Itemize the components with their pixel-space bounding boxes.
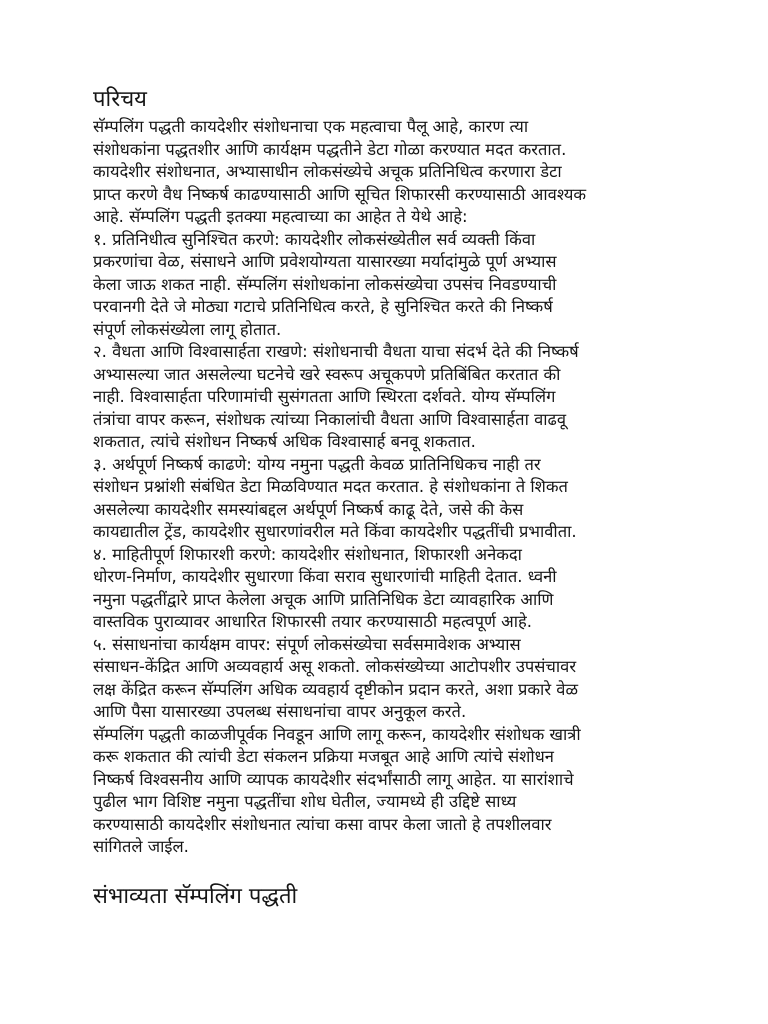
list-item-5: [93, 634, 713, 724]
text-line: प्रकरणांचा वेळ, संसाधने आणि प्रवेशयोग्यता यासारख्या मर्यादांमुळे पूर्ण अभ्यास: [93, 252, 557, 271]
text-line: आणि पैसा यासारख्या उपलब्ध संसाधनांचा वापर अनुकूल करते.: [93, 702, 467, 721]
text-line: आहे. सॅम्पलिंग पद्धती इतक्या महत्वाच्या का आहेत ते येथे आहे:: [93, 207, 468, 226]
text-line: ५. संसाधनांचा कार्यक्षम वापर: संपूर्ण लोकसंख्येचा सर्वसमावेशक अभ्यास: [93, 634, 521, 654]
text-line: करू शकतात की त्यांची डेटा संकलन प्रक्रिया मजबूत आहे आणि त्यांचे संशोधन: [93, 747, 554, 766]
text-line: लक्ष केंद्रित करून सॅम्पलिंग अधिक व्यवहार्य दृष्टीकोन प्रदान करते, अशा प्रकारे वेळ: [93, 679, 579, 699]
text-line: नमुना पद्धतींद्वारे प्राप्त केलेला अचूक आणि प्रातिनिधिक डेटा व्यावहारिक आणि: [93, 589, 554, 609]
text-line: असलेल्या कायदेशीर समस्यांबद्दल अर्थपूर्ण निष्कर्ष काढू देते, जसे की केस: [93, 499, 524, 519]
list-item-1: [93, 229, 713, 342]
text-line: नाही. विश्वासार्हता परिणामांची सुसंगतता आणि स्थिरता दर्शवते. योग्य सॅम्पलिंग: [93, 387, 556, 406]
text-line: सॅम्पलिंग पद्धती कायदेशीर संशोधनाचा एक महत्वाचा पैलू आहे, कारण त्या: [93, 117, 529, 136]
text-line: संपूर्ण लोकसंख्येला लागू होतात.: [93, 319, 282, 339]
section-heading: परिचय: [93, 87, 147, 112]
text-line: कायद्यातील ट्रेंड, कायदेशीर सुधारणांवरील मते किंवा कायदेशीर पद्धतींची प्रभावीता.: [93, 522, 577, 541]
text-line: संशोधकांना पद्धतशीर आणि कार्यक्षम पद्धतीने डेटा गोळा करण्यात मदत करतात.: [93, 139, 567, 159]
text-line: केला जाऊ शकत नाही. सॅम्पलिंग संशोधकांना लोकसंख्येचा उपसंच निवडण्याची: [93, 274, 557, 294]
text-line: तंत्रांचा वापर करून, संशोधक त्यांच्या निकालांची वैधता आणि विश्वासार्हता वाढवू: [93, 409, 567, 429]
text-line: १. प्रतिनिधीत्व सुनिश्चित करणे: कायदेशीर लोकसंख्येतील सर्व व्यक्ती किंवा: [93, 229, 536, 249]
intro-paragraph: [93, 116, 713, 229]
text-line: संशोधन प्रश्नांशी संबंधित डेटा मिळविण्यात मदत करतात. हे संशोधकांना ते शिकत: [93, 477, 568, 496]
next-section-heading: संभाव्यता सॅम्पलिंग पद्धती: [93, 883, 298, 909]
list-item-2: [93, 341, 713, 454]
text-line: संसाधन-केंद्रित आणि अव्यवहार्य असू शकतो. लोकसंख्येच्या आटोपशीर उपसंचावर: [93, 657, 577, 676]
text-line: वास्तविक पुराव्यावर आधारित शिफारसी तयार करण्यासाठी महत्वपूर्ण आहे.: [93, 612, 533, 631]
text-line: शकतात, त्यांचे संशोधन निष्कर्ष अधिक विश्वासार्ह बनवू शकतात.: [93, 432, 476, 451]
text-line: परवानगी देते जे मोठ्या गटाचे प्रतिनिधित्व करते, हे सुनिश्चित करते की निष्कर्ष: [93, 297, 553, 316]
text-line: धोरण-निर्माण, कायदेशीर सुधारणा किंवा सराव सुधारणांची माहिती देतात. ध्वनी: [93, 567, 557, 586]
text-line: पुढील भाग विशिष्ट नमुना पद्धतींचा शोध घेतील, ज्यामध्ये ही उद्दिष्टे साध्य: [93, 792, 517, 811]
text-line: अभ्यासल्या जात असलेल्या घटनेचे खरे स्वरूप अचूकपणे प्रतिबिंबित करतात की: [93, 364, 561, 384]
document-body: [93, 84, 713, 913]
text-line: प्राप्त करणे वैध निष्कर्ष काढण्यासाठी आणि सूचित शिफारसी करण्यासाठी आवश्यक: [93, 184, 587, 204]
list-item-4: [93, 544, 713, 634]
text-line: निष्कर्ष विश्वसनीय आणि व्यापक कायदेशीर संदर्भांसाठी लागू आहेत. या सारांशाचे: [93, 769, 574, 789]
text-line: करण्यासाठी कायदेशीर संशोधनात त्यांचा कसा वापर केला जातो हे तपशीलवार: [93, 814, 552, 834]
text-line: सॅम्पलिंग पद्धती काळजीपूर्वक निवडून आणि लागू करून, कायदेशीर संशोधक खात्री: [93, 724, 581, 744]
text-line: ४. माहितीपूर्ण शिफारशी करणे: कायदेशीर संशोधनात, शिफारशी अनेकदा: [93, 544, 522, 564]
text-line: कायदेशीर संशोधनात, अभ्यासाधीन लोकसंख्येचे अचूक प्रतिनिधित्व करणारा डेटा: [93, 162, 562, 181]
list-item-3: [93, 454, 713, 544]
conclusion-paragraph: [93, 724, 713, 859]
text-line: ३. अर्थपूर्ण निष्कर्ष काढणे: योग्य नमुना पद्धती केवळ प्रातिनिधिकच नाही तर: [93, 454, 541, 474]
text-line: सांगितले जाईल.: [93, 837, 189, 856]
text-line: २. वैधता आणि विश्वासार्हता राखणे: संशोधनाची वैधता याचा संदर्भ देते की निष्कर्ष: [93, 342, 579, 361]
